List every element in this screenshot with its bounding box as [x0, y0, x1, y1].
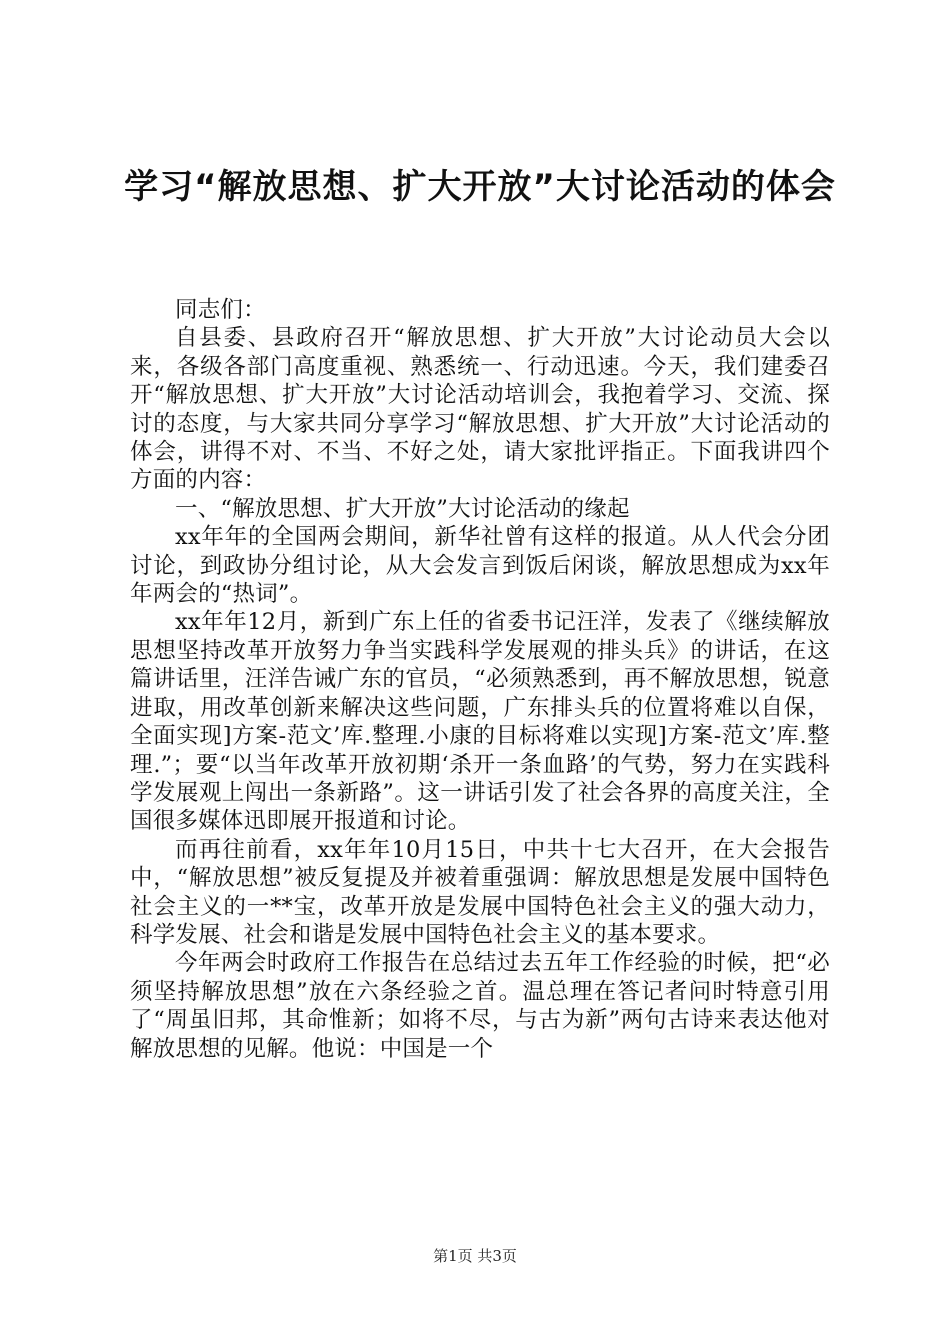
page-footer: 第1页 共3页 [433, 1247, 517, 1265]
paragraph: xx年年12月，新到广东上任的省委书记汪洋，发表了《继续解放思想坚持改革开放努力争当实践科学发展观的排头兵》的讲话，在这篇讲话里，汪洋告诫广东的官员，“必须熟悉到，再不解放思想，锐意进取，用改革创新来解决这些问题，广东排头兵的位置将难以自保，全面实现]方案-范文’库.整理.小康的目标将难以实现]方案-范文’库.整理.”；要“以当年改革开放初期‘杀开一条血路’的气势，努力在实践科学发展观上闯出一条新路”。这一讲话引发了社会各界的高度关注，全国很多媒体迅即展开报道和讨论。 [130, 609, 830, 835]
paragraph: 而再往前看，xx年年10月15日，中共十七大召开，在大会报告中，“解放思想”被反复提及并被着重强调：解放思想是发展中国特色社会主义的一**宝，改革开放是发展中国特色社会主义的强大动力，科学发展、社会和谐是发展中国特色社会主义的基本要求。 [130, 836, 830, 948]
document-title: 学习“解放思想、扩大开放”大讨论活动的体会 [124, 167, 836, 207]
section-heading: 一、“解放思想、扩大开放”大讨论活动的缘起 [175, 495, 630, 522]
document-body [130, 296, 830, 1063]
salutation: 同志们： [175, 297, 266, 323]
paragraph-intro: 自县委、县政府召开“解放思想、扩大开放”大讨论动员大会以来，各级各部门高度重视、熟悉统一、行动迅速。今天，我们建委召开“解放思想、扩大开放”大讨论活动培训会，我抱着学习、交流、探讨的态度，与大家共同分享学习“解放思想、扩大开放”大讨论活动的体会，讲得不对、不当、不好之处，请大家批评指正。下面我讲四个方面的内容： [130, 325, 830, 494]
paragraph: 今年两会时政府工作报告在总结过去五年工作经验的时候，把“必须坚持解放思想”放在六条经验之首。温总理在答记者问时特意引用了“周虽旧邦，其命惟新；如将不尽，与古为新”两句古诗来表达他对解放思想的见解。他说：中国是一个 [130, 950, 830, 1062]
paragraph: xx年年的全国两会期间，新华社曾有这样的报道。从人代会分团讨论，到政协分组讨论，从大会发言到饭后闲谈，解放思想成为xx年年两会的“热词”。 [130, 524, 830, 608]
